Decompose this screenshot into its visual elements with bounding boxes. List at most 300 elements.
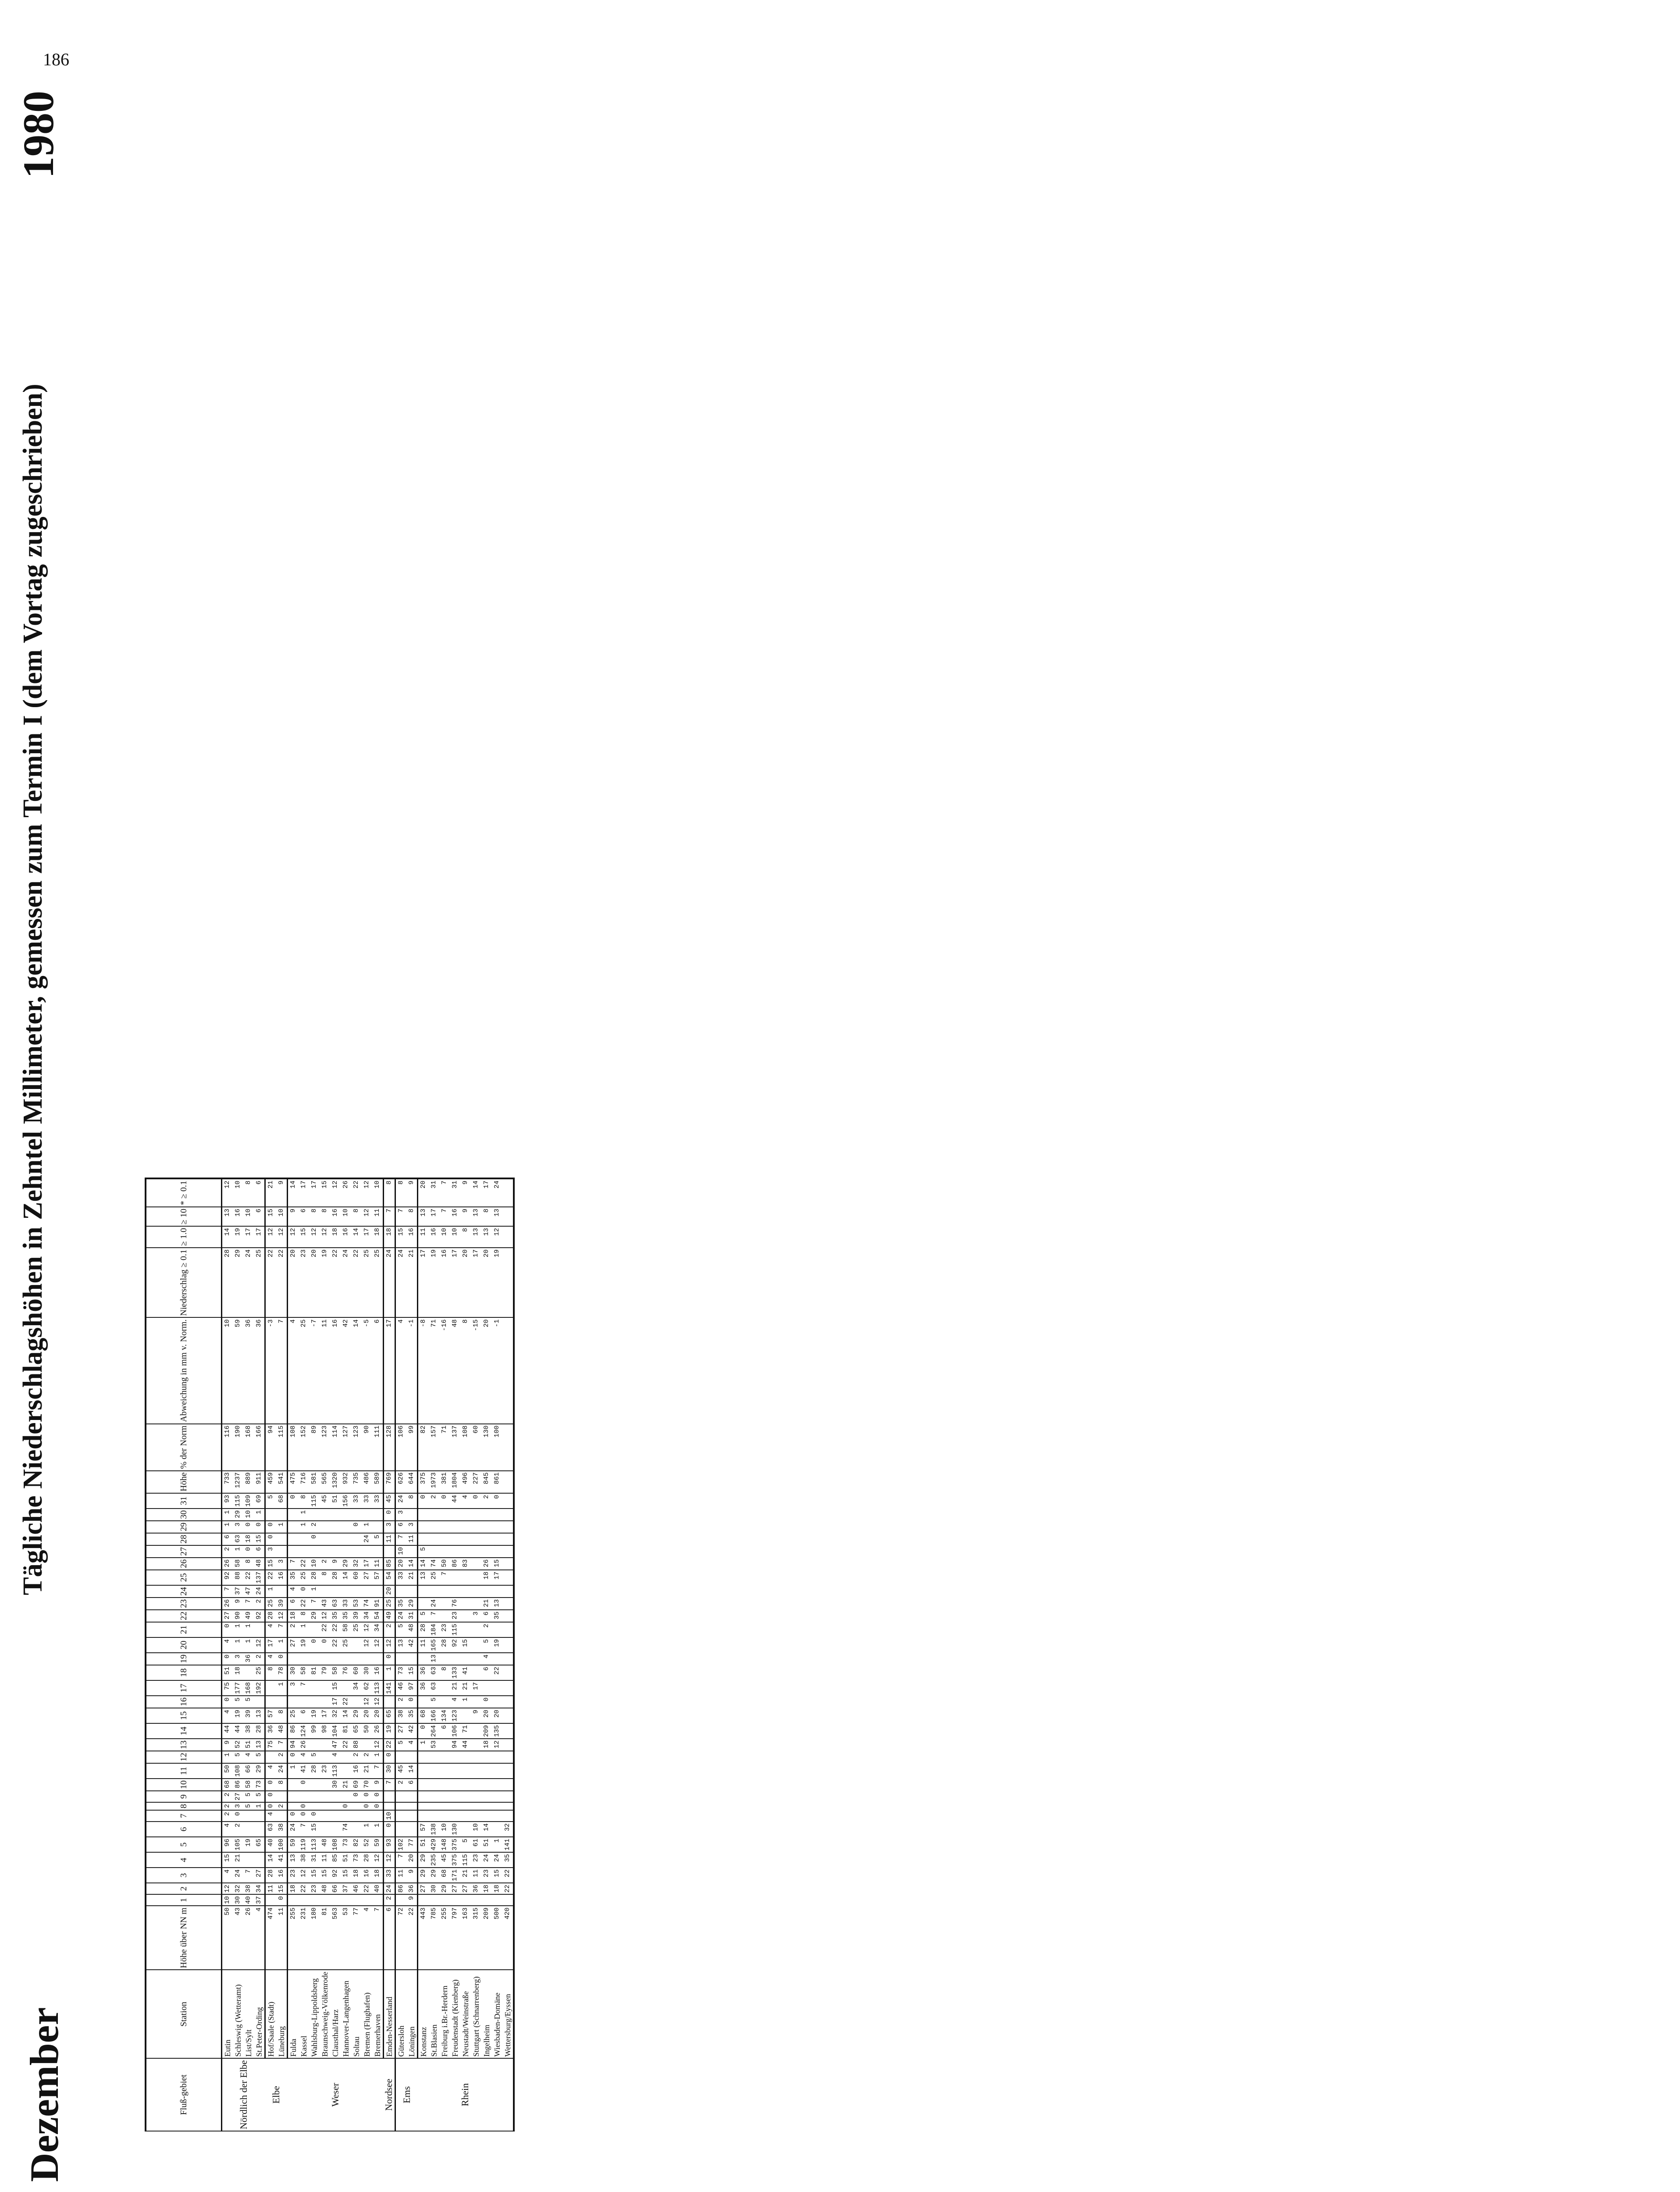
- day-count: 10: [233, 1178, 243, 1207]
- daily-value: [492, 1680, 502, 1696]
- station-height: 7: [372, 1906, 384, 1970]
- daily-value: [429, 1763, 439, 1779]
- daily-value: 0: [233, 1810, 243, 1822]
- daily-value: 94: [288, 1739, 299, 1751]
- page-number: 186: [43, 50, 69, 69]
- daily-value: [460, 1708, 471, 1723]
- day-count: 18: [384, 1226, 395, 1248]
- daily-value: [481, 1521, 492, 1533]
- daily-value: 7: [384, 1779, 395, 1791]
- daily-value: 91: [372, 1598, 384, 1610]
- daily-value: 1: [288, 1763, 299, 1779]
- day-count: 15: [265, 1207, 277, 1226]
- daily-value: [450, 1763, 460, 1779]
- day-count: 19: [429, 1248, 439, 1317]
- table-row: [320, 1178, 330, 2131]
- daily-value: 4: [450, 1696, 460, 1708]
- daily-value: 2: [395, 1779, 407, 1791]
- day-count: 7: [439, 1178, 450, 1207]
- day-count: 16: [406, 1226, 418, 1248]
- daily-value: 171: [450, 1868, 460, 1883]
- station-name: Stuttgart (Schnarrenberg): [471, 1970, 481, 2058]
- daily-value: 4: [222, 1637, 233, 1653]
- station-name: St.Peter-Ording: [254, 1970, 265, 2058]
- daily-value: [502, 1708, 514, 1723]
- daily-value: 0: [372, 1802, 384, 1810]
- station-name: Bremen (Flughafen): [362, 1970, 372, 2058]
- station-name: Soltau: [351, 1970, 362, 2058]
- daily-value: 24: [233, 1868, 243, 1883]
- deviation: -1: [492, 1317, 502, 1423]
- daily-value: 4: [265, 1763, 277, 1779]
- daily-value: 4: [265, 1622, 277, 1637]
- day-count: 17: [450, 1248, 460, 1317]
- station-name: Wettersburg/Eyssen: [502, 1970, 514, 2058]
- daily-value: 2: [395, 1696, 407, 1708]
- daily-value: 3: [233, 1653, 243, 1665]
- daily-value: 7: [243, 1598, 254, 1610]
- daily-value: 69: [254, 1493, 265, 1509]
- daily-value: 17: [471, 1680, 481, 1696]
- daily-value: 28: [309, 1763, 320, 1779]
- daily-value: [471, 1791, 481, 1802]
- daily-value: [439, 1763, 450, 1779]
- river-basin: Weser: [288, 2058, 384, 2131]
- daily-value: 7: [222, 1585, 233, 1598]
- daily-value: [429, 1585, 439, 1598]
- daily-value: 113: [309, 1837, 320, 1852]
- daily-value: [502, 1545, 514, 1558]
- daily-value: 3: [233, 1521, 243, 1533]
- daily-value: [341, 1810, 351, 1822]
- daily-value: [502, 1751, 514, 1763]
- table-row: [471, 1178, 481, 2131]
- daily-value: 0: [288, 1751, 299, 1763]
- daily-value: 36: [243, 1653, 254, 1665]
- daily-value: [450, 1894, 460, 1906]
- daily-value: [418, 1509, 429, 1521]
- day-count: 31: [429, 1178, 439, 1207]
- day-count: 8: [384, 1178, 395, 1207]
- daily-value: [320, 1545, 330, 1558]
- month-total: 769: [384, 1471, 395, 1493]
- daily-value: [492, 1622, 502, 1637]
- daily-value: 36: [406, 1883, 418, 1894]
- daily-value: [439, 1696, 450, 1708]
- table-row: [276, 1178, 288, 2131]
- daily-value: 5: [481, 1637, 492, 1653]
- daily-value: 22: [320, 1622, 330, 1637]
- daily-value: 15: [254, 1533, 265, 1545]
- day-count: 12: [330, 1178, 341, 1207]
- daily-value: 7: [309, 1598, 320, 1610]
- header-day: 21: [146, 1622, 222, 1637]
- day-count: 11: [418, 1226, 429, 1248]
- station-height: 500: [492, 1906, 502, 1970]
- day-count: 9: [406, 1178, 418, 1207]
- header-station: Station: [146, 1970, 222, 2058]
- daily-value: 35: [330, 1610, 341, 1622]
- daily-value: 104: [330, 1723, 341, 1739]
- day-count: 22: [330, 1248, 341, 1317]
- daily-value: [384, 1545, 395, 1558]
- daily-value: 13: [492, 1598, 502, 1610]
- header-day: 23: [146, 1598, 222, 1610]
- day-count: 12: [265, 1226, 277, 1248]
- daily-value: 88: [233, 1570, 243, 1585]
- daily-value: 16: [362, 1868, 372, 1883]
- deviation: -16: [439, 1317, 450, 1423]
- daily-value: 7: [276, 1739, 288, 1751]
- daily-value: [502, 1680, 514, 1696]
- day-count: 17: [418, 1248, 429, 1317]
- daily-value: [406, 1545, 418, 1558]
- daily-value: [429, 1810, 439, 1822]
- daily-value: 429: [429, 1837, 439, 1852]
- daily-value: [502, 1509, 514, 1521]
- deviation: 48: [450, 1317, 460, 1423]
- daily-value: 1: [299, 1622, 309, 1637]
- daily-value: 28: [330, 1570, 341, 1585]
- daily-value: 9: [471, 1708, 481, 1723]
- daily-value: 30: [362, 1665, 372, 1680]
- daily-value: [439, 1585, 450, 1598]
- daily-value: 51: [243, 1739, 254, 1751]
- daily-value: 0: [309, 1533, 320, 1545]
- daily-value: [351, 1822, 362, 1837]
- daily-value: 23: [439, 1622, 450, 1637]
- daily-value: 25: [265, 1598, 277, 1610]
- month-pct: 90: [362, 1424, 372, 1471]
- daily-value: 44: [222, 1723, 233, 1739]
- daily-value: [351, 1653, 362, 1665]
- day-count: 15: [299, 1226, 309, 1248]
- daily-value: 134: [439, 1708, 450, 1723]
- daily-value: 27: [288, 1637, 299, 1653]
- daily-value: 33: [362, 1493, 372, 1509]
- day-count: 9: [460, 1178, 471, 1207]
- daily-value: 20: [395, 1558, 407, 1570]
- daily-value: [429, 1533, 439, 1545]
- daily-value: [492, 1802, 502, 1810]
- month-pct: 130: [481, 1424, 492, 1471]
- station-name: Neustadt/Weinstraße: [460, 1970, 471, 2058]
- daily-value: 0: [320, 1637, 330, 1653]
- deviation: 6: [372, 1317, 384, 1423]
- daily-value: [320, 1585, 330, 1598]
- table-row: [481, 1178, 492, 2131]
- daily-value: 10: [395, 1545, 407, 1558]
- daily-value: 73: [351, 1852, 362, 1868]
- daily-value: [406, 1791, 418, 1802]
- daily-value: 15: [309, 1822, 320, 1837]
- daily-value: 13: [418, 1570, 429, 1585]
- daily-value: 0: [384, 1653, 395, 1665]
- daily-value: [439, 1680, 450, 1696]
- daily-value: [351, 1509, 362, 1521]
- daily-value: [384, 1802, 395, 1810]
- daily-value: [481, 1533, 492, 1545]
- daily-value: 8: [299, 1493, 309, 1509]
- daily-value: 15: [276, 1883, 288, 1894]
- daily-value: 21: [341, 1779, 351, 1791]
- day-count: 12: [288, 1226, 299, 1248]
- daily-value: 13: [429, 1653, 439, 1665]
- daily-value: 40: [372, 1883, 384, 1894]
- header-day: 15: [146, 1708, 222, 1723]
- daily-value: 38: [395, 1708, 407, 1723]
- day-count: 24: [492, 1178, 502, 1207]
- daily-value: 29: [406, 1598, 418, 1610]
- daily-value: 66: [330, 1883, 341, 1894]
- daily-value: [502, 1723, 514, 1739]
- precipitation-table: [145, 1178, 515, 2132]
- daily-value: [492, 1791, 502, 1802]
- month-pct: 190: [233, 1424, 243, 1471]
- daily-value: 29: [254, 1763, 265, 1779]
- daily-value: 22: [502, 1883, 514, 1894]
- daily-value: 51: [341, 1852, 351, 1868]
- daily-value: 22: [330, 1622, 341, 1637]
- daily-value: 22: [384, 1739, 395, 1751]
- daily-value: 4: [222, 1868, 233, 1883]
- deviation: 17: [384, 1317, 395, 1423]
- daily-value: 23: [481, 1868, 492, 1883]
- daily-value: 58: [330, 1665, 341, 1680]
- station-name: Braunschweig-Völkenrode: [320, 1970, 330, 2058]
- deviation: 4: [288, 1317, 299, 1423]
- month-total: 861: [492, 1471, 502, 1493]
- daily-value: 50: [362, 1723, 372, 1739]
- daily-value: 20: [492, 1708, 502, 1723]
- daily-value: 5: [254, 1751, 265, 1763]
- daily-value: [460, 1570, 471, 1585]
- daily-value: 135: [492, 1723, 502, 1739]
- daily-value: 33: [395, 1570, 407, 1585]
- daily-value: 2: [362, 1751, 372, 1763]
- month-pct: 99: [406, 1424, 418, 1471]
- day-count: 18: [330, 1226, 341, 1248]
- daily-value: [471, 1509, 481, 1521]
- daily-value: 1: [460, 1696, 471, 1708]
- month-pct: 123: [320, 1424, 330, 1471]
- daily-value: 8: [406, 1493, 418, 1509]
- daily-value: [351, 1585, 362, 1598]
- daily-value: 81: [309, 1665, 320, 1680]
- deviation: 14: [351, 1317, 362, 1423]
- station-height: 443: [418, 1906, 429, 1970]
- daily-value: 5: [460, 1837, 471, 1852]
- daily-value: [243, 1810, 254, 1822]
- header-day: 31: [146, 1493, 222, 1509]
- daily-value: [265, 1696, 277, 1708]
- daily-value: 21: [406, 1570, 418, 1585]
- day-count: 12: [362, 1178, 372, 1207]
- daily-value: 5: [243, 1696, 254, 1708]
- daily-value: 1: [362, 1521, 372, 1533]
- daily-value: 57: [265, 1708, 277, 1723]
- daily-value: 115: [309, 1493, 320, 1509]
- daily-value: 5: [254, 1791, 265, 1802]
- daily-value: 375: [450, 1837, 460, 1852]
- daily-value: [502, 1598, 514, 1610]
- daily-value: 18: [233, 1665, 243, 1680]
- daily-value: 1: [233, 1545, 243, 1558]
- daily-value: 26: [481, 1558, 492, 1570]
- day-count: 26: [341, 1178, 351, 1207]
- daily-value: 18: [481, 1883, 492, 1894]
- daily-value: 34: [372, 1622, 384, 1637]
- daily-value: 8: [299, 1610, 309, 1622]
- daily-value: [492, 1751, 502, 1763]
- daily-value: 14: [406, 1558, 418, 1570]
- daily-value: 22: [299, 1883, 309, 1894]
- daily-value: [471, 1763, 481, 1779]
- daily-value: 0: [406, 1696, 418, 1708]
- daily-value: 20: [362, 1708, 372, 1723]
- daily-value: [481, 1751, 492, 1763]
- daily-value: 1: [233, 1637, 243, 1653]
- daily-value: 4: [330, 1751, 341, 1763]
- daily-value: 138: [429, 1822, 439, 1837]
- daily-value: 39: [243, 1708, 254, 1723]
- daily-value: [492, 1509, 502, 1521]
- daily-value: [254, 1696, 265, 1708]
- daily-value: 11: [265, 1883, 277, 1894]
- day-count: 7: [384, 1207, 395, 1226]
- daily-value: 27: [395, 1723, 407, 1739]
- daily-value: [492, 1653, 502, 1665]
- daily-value: 0: [362, 1791, 372, 1802]
- daily-value: 2: [384, 1622, 395, 1637]
- daily-value: 41: [276, 1852, 288, 1868]
- daily-value: [288, 1653, 299, 1665]
- daily-value: 4: [406, 1739, 418, 1751]
- daily-value: [351, 1637, 362, 1653]
- daily-value: 26: [222, 1598, 233, 1610]
- daily-value: 0: [481, 1696, 492, 1708]
- daily-value: 39: [351, 1610, 362, 1622]
- daily-value: 38: [243, 1723, 254, 1739]
- daily-value: [362, 1509, 372, 1521]
- daily-value: 54: [372, 1610, 384, 1622]
- daily-value: [460, 1610, 471, 1622]
- daily-value: 8: [276, 1779, 288, 1791]
- daily-value: 2: [309, 1521, 320, 1533]
- deviation: 59: [233, 1317, 243, 1423]
- daily-value: 192: [254, 1680, 265, 1696]
- day-count: 8: [351, 1207, 362, 1226]
- header-days-ge01: Niederschlag ≥ 0.1: [146, 1248, 222, 1317]
- daily-value: 141: [502, 1837, 514, 1852]
- daily-value: 124: [299, 1723, 309, 1739]
- daily-value: 1: [276, 1521, 288, 1533]
- daily-value: [439, 1802, 450, 1810]
- day-count: 15: [395, 1226, 407, 1248]
- daily-value: [320, 1696, 330, 1708]
- daily-value: [429, 1894, 439, 1906]
- month-total: 1237: [233, 1471, 243, 1493]
- daily-value: [460, 1585, 471, 1598]
- daily-value: 21: [481, 1598, 492, 1610]
- daily-value: 75: [265, 1739, 277, 1751]
- daily-value: [320, 1521, 330, 1533]
- daily-value: [481, 1585, 492, 1598]
- daily-value: 97: [406, 1680, 418, 1696]
- daily-value: 7: [299, 1822, 309, 1837]
- daily-value: 7: [372, 1763, 384, 1779]
- daily-value: [288, 1545, 299, 1558]
- daily-value: 3: [384, 1521, 395, 1533]
- daily-value: [450, 1585, 460, 1598]
- daily-value: 2: [320, 1558, 330, 1570]
- daily-value: [439, 1610, 450, 1622]
- daily-value: 21: [362, 1763, 372, 1779]
- daily-value: [471, 1598, 481, 1610]
- daily-value: [341, 1751, 351, 1763]
- daily-value: 51: [481, 1837, 492, 1852]
- month-total: 565: [320, 1471, 330, 1493]
- daily-value: 35: [492, 1610, 502, 1622]
- daily-value: 8: [265, 1665, 277, 1680]
- daily-value: 1: [265, 1585, 277, 1598]
- daily-value: 0: [276, 1653, 288, 1665]
- daily-value: [471, 1751, 481, 1763]
- daily-value: 35: [406, 1708, 418, 1723]
- daily-value: 10: [243, 1509, 254, 1521]
- daily-value: 0: [418, 1723, 429, 1739]
- day-count: 6: [254, 1178, 265, 1207]
- daily-value: 23: [450, 1610, 460, 1622]
- daily-value: [384, 1696, 395, 1708]
- daily-value: 10: [384, 1810, 395, 1822]
- daily-value: [460, 1545, 471, 1558]
- daily-value: [330, 1810, 341, 1822]
- daily-value: 23: [309, 1883, 320, 1894]
- daily-value: 63: [429, 1665, 439, 1680]
- daily-value: 28: [254, 1723, 265, 1739]
- header-day: 28: [146, 1533, 222, 1545]
- table-row: [233, 1178, 243, 2131]
- daily-value: [492, 1533, 502, 1545]
- daily-value: [320, 1791, 330, 1802]
- day-count: 20: [418, 1178, 429, 1207]
- daily-value: 14: [406, 1763, 418, 1779]
- station-name: Emden-Nesserland: [384, 1970, 395, 2058]
- daily-value: 37: [254, 1894, 265, 1906]
- daily-value: [320, 1822, 330, 1837]
- daily-value: 74: [362, 1598, 372, 1610]
- daily-value: 18: [492, 1883, 502, 1894]
- daily-value: 46: [351, 1883, 362, 1894]
- table-row: [460, 1178, 471, 2131]
- daily-value: 235: [429, 1852, 439, 1868]
- daily-value: 30: [233, 1894, 243, 1906]
- daily-value: [395, 1822, 407, 1837]
- station-name: Bremerhaven: [372, 1970, 384, 2058]
- daily-value: [299, 1696, 309, 1708]
- day-count: 8: [309, 1207, 320, 1226]
- daily-value: 32: [502, 1822, 514, 1837]
- deviation: 10: [222, 1317, 233, 1423]
- daily-value: 18: [481, 1570, 492, 1585]
- daily-value: [471, 1894, 481, 1906]
- month-total: 475: [288, 1471, 299, 1493]
- daily-value: 11: [372, 1558, 384, 1570]
- daily-value: 24: [276, 1763, 288, 1779]
- daily-value: [439, 1779, 450, 1791]
- daily-value: [320, 1680, 330, 1696]
